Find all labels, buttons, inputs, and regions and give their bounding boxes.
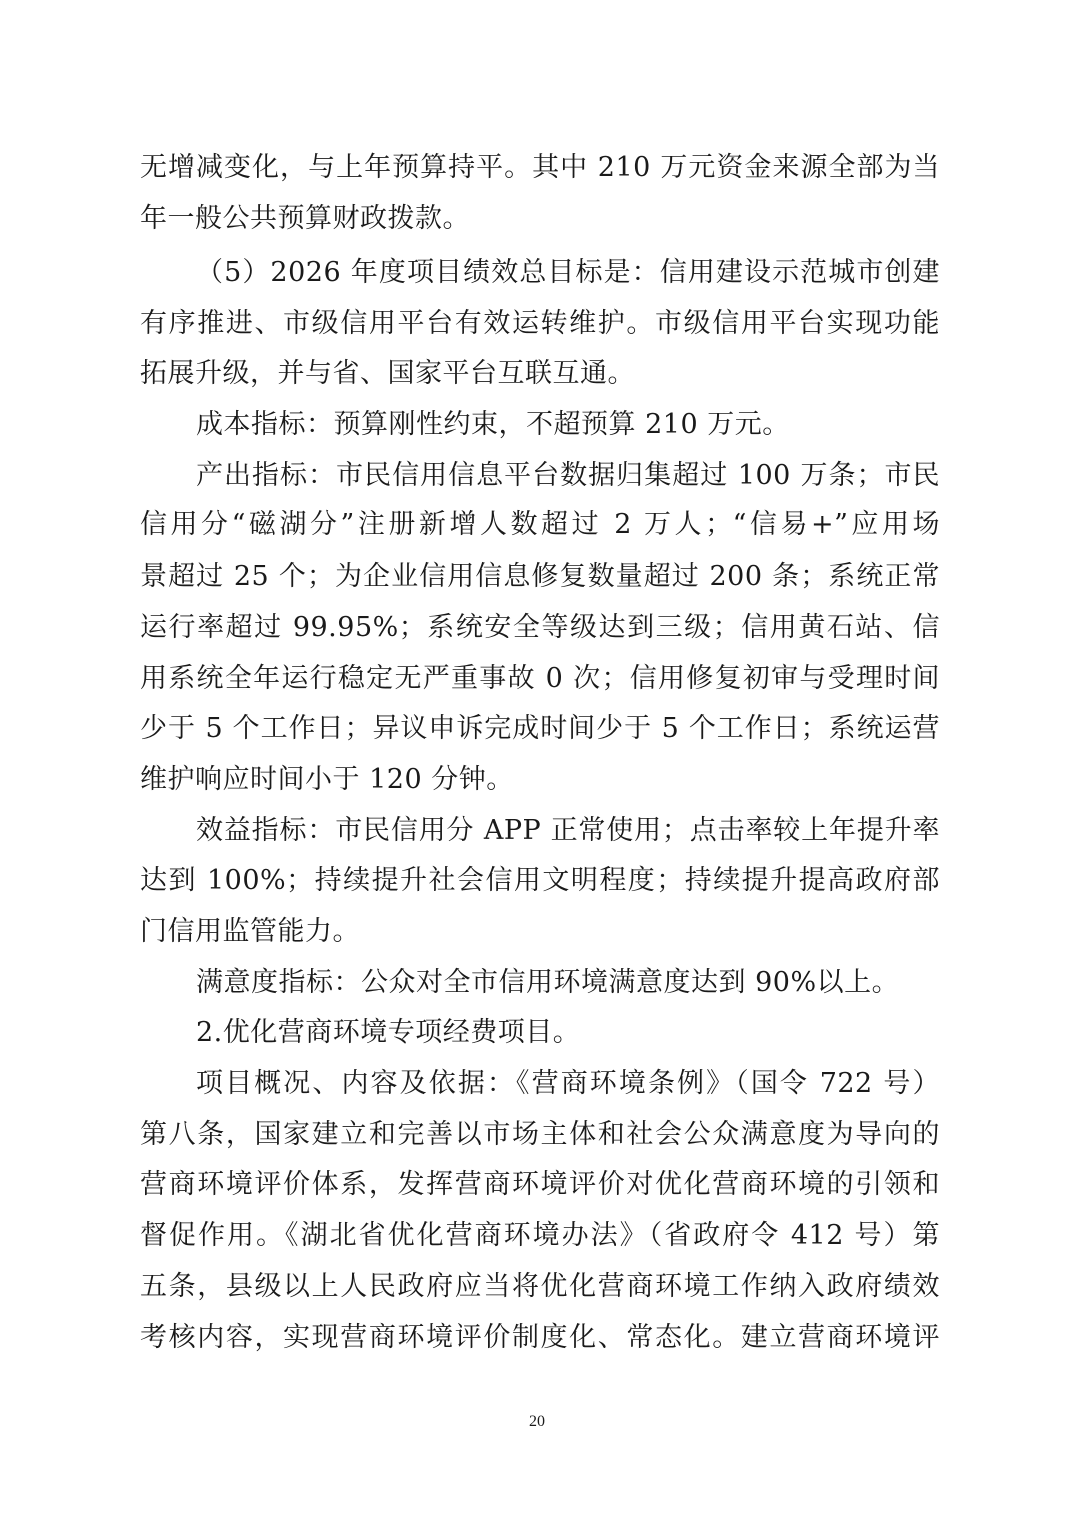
text-line: 效益指标：市民信用分 APP 正常使用；点击率较上年提升率 <box>196 815 940 846</box>
text-line: 考核内容，实现营商环境评价制度化、常态化。建立营商环境评 <box>140 1322 940 1353</box>
text-line: 项目概况、内容及依据：《营商环境条例》（国令 722 号） <box>196 1068 940 1099</box>
text-line: 拓展升级，并与省、国家平台互联互通。 <box>140 358 635 389</box>
text-line: 督促作用。《湖北省优化营商环境办法》（省政府令 412 号）第 <box>140 1220 940 1251</box>
section-heading: 2.优化营商环境专项经费项目。 <box>196 1017 581 1048</box>
text-line: 满意度指标：公众对全市信用环境满意度达到 90%以上。 <box>196 967 900 998</box>
text-line: 运行率超过 99.95%；系统安全等级达到三级；信用黄石站、信 <box>140 612 940 643</box>
text-line: 第八条，国家建立和完善以市场主体和社会公众满意度为导向的 <box>140 1119 940 1150</box>
text-line: 年一般公共预算财政拨款。 <box>140 203 470 234</box>
text-line: 营商环境评价体系，发挥营商环境评价对优化营商环境的引领和 <box>140 1169 940 1200</box>
text-line: 成本指标：预算刚性约束，不超预算 210 万元。 <box>196 409 790 440</box>
text-line: （5）2026 年度项目绩效总目标是：信用建设示范城市创建 <box>196 257 940 288</box>
text-line: 景超过 25 个；为企业信用信息修复数量超过 200 条；系统正常 <box>140 561 940 592</box>
text-line: 用系统全年运行稳定无严重事故 0 次；信用修复初审与受理时间 <box>140 663 940 694</box>
text-line: 五条，县级以上人民政府应当将优化营商环境工作纳入政府绩效 <box>140 1271 940 1302</box>
page-number: 20 <box>529 1413 545 1430</box>
text-line: 维护响应时间小于 120 分钟。 <box>140 764 514 795</box>
text-line: 少于 5 个工作日；异议申诉完成时间少于 5 个工作日；系统运营 <box>140 713 940 744</box>
text-line: 有序推进、市级信用平台有效运转维护。市级信用平台实现功能 <box>140 308 940 339</box>
text-line: 达到 100%；持续提升社会信用文明程度；持续提升提高政府部 <box>140 865 940 896</box>
text-line: 无增减变化，与上年预算持平。其中 210 万元资金来源全部为当 <box>140 152 940 183</box>
text-line: 信用分“磁湖分”注册新增人数超过 2 万人；“信易+”应用场 <box>140 509 940 540</box>
text-line: 门信用监管能力。 <box>140 916 360 947</box>
text-line: 产出指标：市民信用信息平台数据归集超过 100 万条；市民 <box>196 460 940 491</box>
